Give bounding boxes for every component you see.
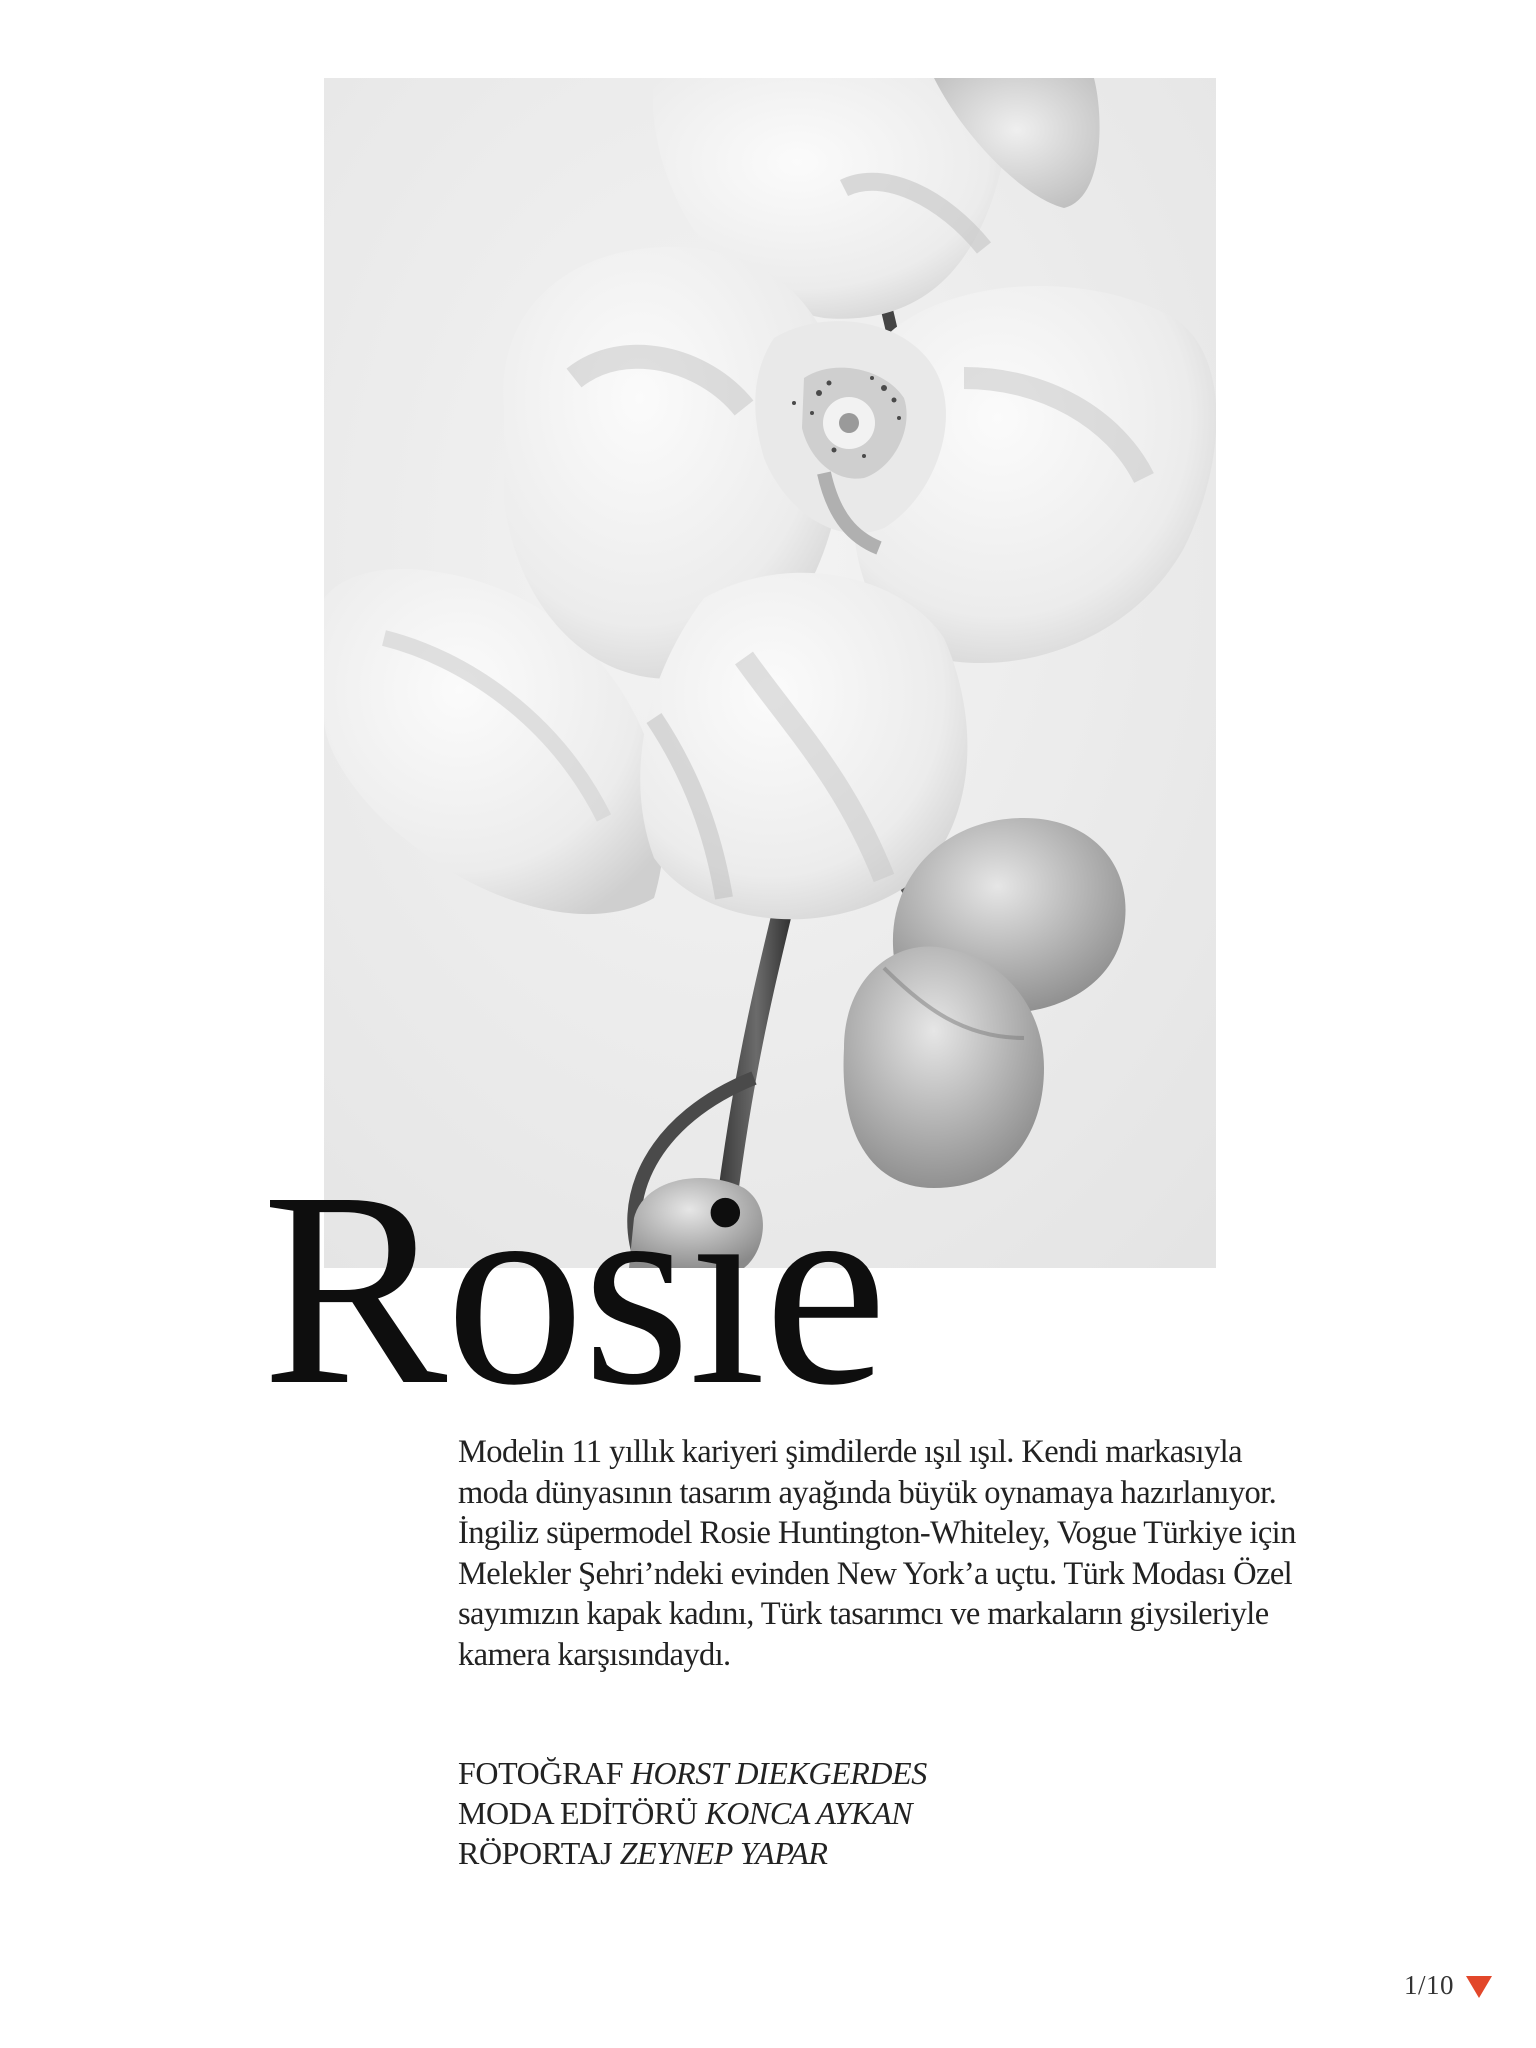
credit-photographer [458,1753,927,1793]
orchid-photo [324,78,1216,1268]
credit-name: HORST DIEKGERDES [630,1755,927,1791]
credit-name: KONCA AYKAN [705,1795,913,1831]
down-triangle-icon[interactable] [1466,1976,1492,1998]
credit-name: ZEYNEP YAPAR [619,1835,828,1871]
credit-interview [458,1833,927,1873]
orchid-illustration [324,78,1216,1268]
article-title: Rosie [262,1135,886,1443]
credit-role: MODA EDİTÖRÜ [458,1795,698,1831]
article-lede: Modelin 11 yıllık kariyeri şimdilerde ışıl ışıl. Kendi markasıyla moda dünyasının tasarım ayağında büyük oynamaya hazırlanıyor. İngiliz süpermodel Rosie Huntington-Whiteley, Vogue Türkiye için Melekler Şehri’ndeki evinden New York’a uçtu. Türk Modası Özel sayımızın kapak kadını, Türk tasarımcı ve markaların giysileriyle kamera karşısındaydı. [458,1434,1296,1673]
article-credits [458,1753,927,1873]
credit-role: FOTOĞRAF [458,1755,624,1791]
page-counter-label: 1/10 [1403,1970,1454,2000]
page-counter[interactable] [1404,1970,1492,2001]
credit-role: RÖPORTAJ [458,1835,613,1871]
credit-fashion-editor [458,1793,927,1833]
